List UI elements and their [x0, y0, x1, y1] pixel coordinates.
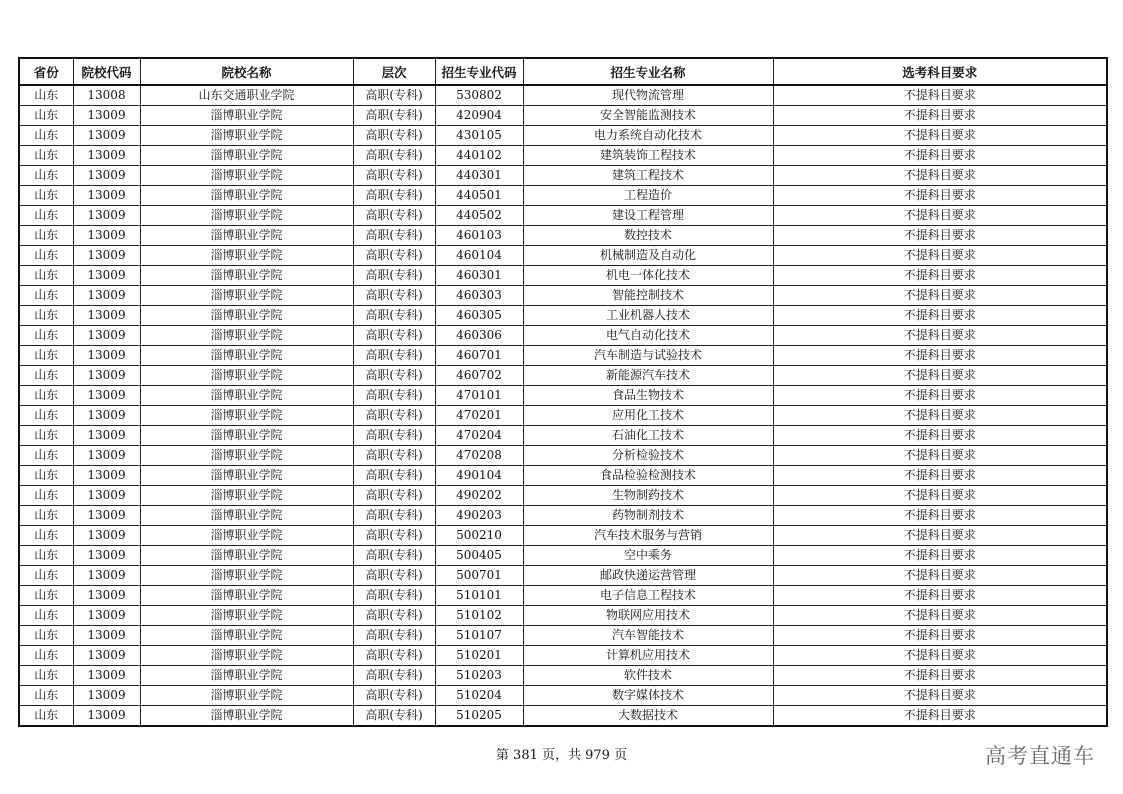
cell-school-code: 13009 — [73, 506, 140, 526]
cell-level: 高职(专科) — [353, 706, 435, 727]
cell-level: 高职(专科) — [353, 326, 435, 346]
cell-level: 高职(专科) — [353, 85, 435, 106]
page-number: 第 381 页，共 979 页 — [495, 748, 628, 763]
cell-province: 山东 — [19, 266, 73, 286]
cell-major-code: 440502 — [435, 206, 523, 226]
cell-province: 山东 — [19, 526, 73, 546]
table-header-row — [19, 58, 1107, 85]
cell-school-code: 13009 — [73, 326, 140, 346]
header-subject-requirement: 选考科目要求 — [773, 58, 1107, 85]
cell-school-name: 山东交通职业学院 — [140, 85, 353, 106]
table-row — [19, 366, 1107, 386]
cell-school-code: 13009 — [73, 426, 140, 446]
cell-level: 高职(专科) — [353, 546, 435, 566]
table-row — [19, 286, 1107, 306]
cell-province: 山东 — [19, 306, 73, 326]
table-row — [19, 126, 1107, 146]
cell-major-name: 大数据技术 — [523, 706, 773, 727]
cell-school-code: 13009 — [73, 186, 140, 206]
cell-level: 高职(专科) — [353, 146, 435, 166]
cell-subject-requirement: 不提科目要求 — [773, 246, 1107, 266]
cell-major-name: 生物制药技术 — [523, 486, 773, 506]
table-row — [19, 626, 1107, 646]
cell-school-code: 13009 — [73, 246, 140, 266]
cell-major-code: 470204 — [435, 426, 523, 446]
cell-major-code: 460702 — [435, 366, 523, 386]
cell-subject-requirement: 不提科目要求 — [773, 266, 1107, 286]
header-province: 省份 — [19, 58, 73, 85]
cell-level: 高职(专科) — [353, 686, 435, 706]
cell-subject-requirement: 不提科目要求 — [773, 106, 1107, 126]
cell-school-code: 13009 — [73, 666, 140, 686]
header-school-code: 院校代码 — [73, 58, 140, 85]
cell-major-name: 软件技术 — [523, 666, 773, 686]
cell-school-code: 13009 — [73, 386, 140, 406]
cell-level: 高职(专科) — [353, 366, 435, 386]
header-level: 层次 — [353, 58, 435, 85]
cell-subject-requirement: 不提科目要求 — [773, 546, 1107, 566]
cell-major-name: 药物制剂技术 — [523, 506, 773, 526]
cell-level: 高职(专科) — [353, 246, 435, 266]
cell-major-name: 石油化工技术 — [523, 426, 773, 446]
cell-province: 山东 — [19, 346, 73, 366]
cell-school-name: 淄博职业学院 — [140, 446, 353, 466]
cell-major-name: 建筑工程技术 — [523, 166, 773, 186]
cell-major-name: 应用化工技术 — [523, 406, 773, 426]
cell-major-code: 460103 — [435, 226, 523, 246]
cell-major-code: 490104 — [435, 466, 523, 486]
cell-major-code: 440301 — [435, 166, 523, 186]
table-row — [19, 186, 1107, 206]
cell-subject-requirement: 不提科目要求 — [773, 446, 1107, 466]
cell-school-name: 淄博职业学院 — [140, 286, 353, 306]
cell-school-name: 淄博职业学院 — [140, 406, 353, 426]
cell-school-code: 13009 — [73, 526, 140, 546]
cell-level: 高职(专科) — [353, 666, 435, 686]
cell-province: 山东 — [19, 286, 73, 306]
table-row — [19, 106, 1107, 126]
cell-province: 山东 — [19, 226, 73, 246]
cell-major-code: 500701 — [435, 566, 523, 586]
table-row — [19, 566, 1107, 586]
cell-major-name: 汽车制造与试验技术 — [523, 346, 773, 366]
cell-major-name: 数控技术 — [523, 226, 773, 246]
cell-major-name: 建筑装饰工程技术 — [523, 146, 773, 166]
cell-major-code: 460301 — [435, 266, 523, 286]
cell-major-code: 500210 — [435, 526, 523, 546]
cell-subject-requirement: 不提科目要求 — [773, 486, 1107, 506]
cell-school-code: 13009 — [73, 366, 140, 386]
cell-school-code: 13008 — [73, 85, 140, 106]
cell-school-name: 淄博职业学院 — [140, 206, 353, 226]
cell-major-code: 470208 — [435, 446, 523, 466]
cell-subject-requirement: 不提科目要求 — [773, 426, 1107, 446]
cell-level: 高职(专科) — [353, 266, 435, 286]
cell-major-name: 电气自动化技术 — [523, 326, 773, 346]
cell-school-name: 淄博职业学院 — [140, 506, 353, 526]
table-row — [19, 346, 1107, 366]
table-row — [19, 406, 1107, 426]
cell-province: 山东 — [19, 166, 73, 186]
cell-subject-requirement: 不提科目要求 — [773, 386, 1107, 406]
cell-level: 高职(专科) — [353, 566, 435, 586]
cell-subject-requirement: 不提科目要求 — [773, 226, 1107, 246]
cell-major-name: 空中乘务 — [523, 546, 773, 566]
header-major-name: 招生专业名称 — [523, 58, 773, 85]
cell-school-name: 淄博职业学院 — [140, 326, 353, 346]
cell-school-name: 淄博职业学院 — [140, 346, 353, 366]
cell-level: 高职(专科) — [353, 486, 435, 506]
cell-major-name: 食品检验检测技术 — [523, 466, 773, 486]
cell-school-name: 淄博职业学院 — [140, 126, 353, 146]
cell-school-code: 13009 — [73, 146, 140, 166]
cell-level: 高职(专科) — [353, 106, 435, 126]
cell-school-name: 淄博职业学院 — [140, 266, 353, 286]
table-row — [19, 526, 1107, 546]
cell-major-name: 电子信息工程技术 — [523, 586, 773, 606]
cell-major-name: 智能控制技术 — [523, 286, 773, 306]
table-row — [19, 206, 1107, 226]
cell-province: 山东 — [19, 646, 73, 666]
cell-province: 山东 — [19, 246, 73, 266]
cell-major-code: 500405 — [435, 546, 523, 566]
cell-major-code: 460303 — [435, 286, 523, 306]
cell-major-code: 470101 — [435, 386, 523, 406]
table-row — [19, 246, 1107, 266]
cell-school-name: 淄博职业学院 — [140, 646, 353, 666]
cell-major-name: 物联网应用技术 — [523, 606, 773, 626]
cell-major-name: 汽车智能技术 — [523, 626, 773, 646]
cell-level: 高职(专科) — [353, 206, 435, 226]
cell-school-code: 13009 — [73, 166, 140, 186]
cell-school-code: 13009 — [73, 286, 140, 306]
cell-school-name: 淄博职业学院 — [140, 686, 353, 706]
cell-level: 高职(专科) — [353, 586, 435, 606]
cell-school-code: 13009 — [73, 446, 140, 466]
cell-province: 山东 — [19, 386, 73, 406]
table-row — [19, 546, 1107, 566]
cell-school-code: 13009 — [73, 626, 140, 646]
cell-subject-requirement: 不提科目要求 — [773, 186, 1107, 206]
cell-level: 高职(专科) — [353, 166, 435, 186]
header-school-name: 院校名称 — [140, 58, 353, 85]
cell-subject-requirement: 不提科目要求 — [773, 166, 1107, 186]
cell-subject-requirement: 不提科目要求 — [773, 326, 1107, 346]
cell-level: 高职(专科) — [353, 226, 435, 246]
header-major-code: 招生专业代码 — [435, 58, 523, 85]
cell-school-code: 13009 — [73, 546, 140, 566]
table-row — [19, 326, 1107, 346]
cell-school-name: 淄博职业学院 — [140, 146, 353, 166]
cell-level: 高职(专科) — [353, 446, 435, 466]
cell-major-name: 安全智能监测技术 — [523, 106, 773, 126]
cell-school-name: 淄博职业学院 — [140, 566, 353, 586]
cell-school-code: 13009 — [73, 686, 140, 706]
cell-major-code: 430105 — [435, 126, 523, 146]
cell-subject-requirement: 不提科目要求 — [773, 346, 1107, 366]
cell-school-code: 13009 — [73, 106, 140, 126]
cell-major-name: 食品生物技术 — [523, 386, 773, 406]
cell-school-name: 淄博职业学院 — [140, 466, 353, 486]
cell-province: 山东 — [19, 446, 73, 466]
cell-major-code: 470201 — [435, 406, 523, 426]
cell-major-name: 汽车技术服务与营销 — [523, 526, 773, 546]
cell-school-code: 13009 — [73, 266, 140, 286]
cell-school-name: 淄博职业学院 — [140, 486, 353, 506]
cell-major-name: 邮政快递运营管理 — [523, 566, 773, 586]
cell-school-name: 淄博职业学院 — [140, 226, 353, 246]
cell-major-code: 510102 — [435, 606, 523, 626]
cell-subject-requirement: 不提科目要求 — [773, 526, 1107, 546]
cell-level: 高职(专科) — [353, 126, 435, 146]
table-row — [19, 586, 1107, 606]
table-row — [19, 306, 1107, 326]
cell-province: 山东 — [19, 706, 73, 727]
cell-subject-requirement: 不提科目要求 — [773, 366, 1107, 386]
cell-school-name: 淄博职业学院 — [140, 626, 353, 646]
cell-subject-requirement: 不提科目要求 — [773, 406, 1107, 426]
cell-major-name: 数字媒体技术 — [523, 686, 773, 706]
cell-province: 山东 — [19, 626, 73, 646]
cell-major-name: 建设工程管理 — [523, 206, 773, 226]
cell-school-name: 淄博职业学院 — [140, 186, 353, 206]
cell-level: 高职(专科) — [353, 306, 435, 326]
cell-province: 山东 — [19, 126, 73, 146]
cell-province: 山东 — [19, 426, 73, 446]
cell-school-name: 淄博职业学院 — [140, 426, 353, 446]
cell-level: 高职(专科) — [353, 346, 435, 366]
cell-province: 山东 — [19, 466, 73, 486]
cell-subject-requirement: 不提科目要求 — [773, 666, 1107, 686]
cell-major-code: 510201 — [435, 646, 523, 666]
cell-major-name: 机械制造及自动化 — [523, 246, 773, 266]
cell-subject-requirement: 不提科目要求 — [773, 306, 1107, 326]
table-row — [19, 466, 1107, 486]
table-row — [19, 266, 1107, 286]
cell-subject-requirement: 不提科目要求 — [773, 146, 1107, 166]
table-row — [19, 506, 1107, 526]
cell-major-code: 530802 — [435, 85, 523, 106]
cell-province: 山东 — [19, 546, 73, 566]
cell-major-code: 510101 — [435, 586, 523, 606]
table-row — [19, 446, 1107, 466]
table-row — [19, 646, 1107, 666]
cell-school-name: 淄博职业学院 — [140, 166, 353, 186]
cell-major-code: 490202 — [435, 486, 523, 506]
cell-level: 高职(专科) — [353, 506, 435, 526]
cell-school-name: 淄博职业学院 — [140, 526, 353, 546]
cell-school-code: 13009 — [73, 646, 140, 666]
cell-subject-requirement: 不提科目要求 — [773, 686, 1107, 706]
cell-province: 山东 — [19, 106, 73, 126]
cell-major-name: 工程造价 — [523, 186, 773, 206]
cell-subject-requirement: 不提科目要求 — [773, 586, 1107, 606]
cell-province: 山东 — [19, 586, 73, 606]
cell-subject-requirement: 不提科目要求 — [773, 706, 1107, 727]
cell-school-name: 淄博职业学院 — [140, 546, 353, 566]
cell-school-name: 淄博职业学院 — [140, 386, 353, 406]
cell-school-name: 淄博职业学院 — [140, 606, 353, 626]
cell-province: 山东 — [19, 566, 73, 586]
table-row — [19, 386, 1107, 406]
cell-province: 山东 — [19, 506, 73, 526]
cell-province: 山东 — [19, 85, 73, 106]
watermark-logo: 高考直通车 — [985, 744, 1095, 768]
cell-level: 高职(专科) — [353, 406, 435, 426]
cell-major-code: 490203 — [435, 506, 523, 526]
enrollment-table — [18, 57, 1108, 727]
cell-school-code: 13009 — [73, 486, 140, 506]
cell-major-name: 分析检验技术 — [523, 446, 773, 466]
cell-school-code: 13009 — [73, 206, 140, 226]
cell-major-name: 工业机器人技术 — [523, 306, 773, 326]
cell-major-name: 现代物流管理 — [523, 85, 773, 106]
table-row — [19, 686, 1107, 706]
cell-province: 山东 — [19, 186, 73, 206]
cell-school-name: 淄博职业学院 — [140, 246, 353, 266]
cell-school-name: 淄博职业学院 — [140, 306, 353, 326]
cell-subject-requirement: 不提科目要求 — [773, 206, 1107, 226]
cell-major-code: 510107 — [435, 626, 523, 646]
cell-major-name: 机电一体化技术 — [523, 266, 773, 286]
cell-province: 山东 — [19, 666, 73, 686]
cell-school-code: 13009 — [73, 706, 140, 727]
cell-level: 高职(专科) — [353, 626, 435, 646]
cell-major-code: 460306 — [435, 326, 523, 346]
cell-school-code: 13009 — [73, 406, 140, 426]
cell-subject-requirement: 不提科目要求 — [773, 626, 1107, 646]
table-row — [19, 706, 1107, 727]
cell-subject-requirement: 不提科目要求 — [773, 646, 1107, 666]
cell-school-name: 淄博职业学院 — [140, 106, 353, 126]
cell-school-code: 13009 — [73, 606, 140, 626]
cell-subject-requirement: 不提科目要求 — [773, 85, 1107, 106]
cell-school-name: 淄博职业学院 — [140, 706, 353, 727]
table-row — [19, 606, 1107, 626]
cell-subject-requirement: 不提科目要求 — [773, 286, 1107, 306]
cell-school-code: 13009 — [73, 226, 140, 246]
cell-subject-requirement: 不提科目要求 — [773, 126, 1107, 146]
cell-province: 山东 — [19, 366, 73, 386]
table-row — [19, 226, 1107, 246]
table-row — [19, 426, 1107, 446]
cell-major-code: 510204 — [435, 686, 523, 706]
table-row — [19, 85, 1107, 106]
cell-school-code: 13009 — [73, 466, 140, 486]
cell-subject-requirement: 不提科目要求 — [773, 566, 1107, 586]
cell-major-name: 计算机应用技术 — [523, 646, 773, 666]
cell-school-name: 淄博职业学院 — [140, 586, 353, 606]
cell-province: 山东 — [19, 686, 73, 706]
cell-level: 高职(专科) — [353, 526, 435, 546]
cell-school-name: 淄博职业学院 — [140, 666, 353, 686]
cell-province: 山东 — [19, 606, 73, 626]
cell-level: 高职(专科) — [353, 426, 435, 446]
cell-school-code: 13009 — [73, 306, 140, 326]
cell-province: 山东 — [19, 406, 73, 426]
table-row — [19, 486, 1107, 506]
cell-school-name: 淄博职业学院 — [140, 366, 353, 386]
cell-level: 高职(专科) — [353, 386, 435, 406]
table-body — [19, 85, 1107, 726]
cell-level: 高职(专科) — [353, 186, 435, 206]
table-row — [19, 146, 1107, 166]
cell-major-code: 460701 — [435, 346, 523, 366]
cell-subject-requirement: 不提科目要求 — [773, 506, 1107, 526]
cell-province: 山东 — [19, 486, 73, 506]
cell-major-code: 440102 — [435, 146, 523, 166]
cell-subject-requirement: 不提科目要求 — [773, 466, 1107, 486]
cell-level: 高职(专科) — [353, 286, 435, 306]
cell-school-code: 13009 — [73, 346, 140, 366]
cell-province: 山东 — [19, 146, 73, 166]
cell-major-code: 440501 — [435, 186, 523, 206]
cell-major-code: 420904 — [435, 106, 523, 126]
cell-school-code: 13009 — [73, 126, 140, 146]
cell-major-code: 510205 — [435, 706, 523, 727]
table-row — [19, 666, 1107, 686]
table-row — [19, 166, 1107, 186]
cell-level: 高职(专科) — [353, 646, 435, 666]
cell-school-code: 13009 — [73, 566, 140, 586]
cell-major-code: 460305 — [435, 306, 523, 326]
cell-major-name: 新能源汽车技术 — [523, 366, 773, 386]
cell-major-name: 电力系统自动化技术 — [523, 126, 773, 146]
cell-school-code: 13009 — [73, 586, 140, 606]
cell-major-code: 460104 — [435, 246, 523, 266]
cell-province: 山东 — [19, 326, 73, 346]
cell-major-code: 510203 — [435, 666, 523, 686]
cell-level: 高职(专科) — [353, 466, 435, 486]
cell-level: 高职(专科) — [353, 606, 435, 626]
cell-province: 山东 — [19, 206, 73, 226]
cell-subject-requirement: 不提科目要求 — [773, 606, 1107, 626]
